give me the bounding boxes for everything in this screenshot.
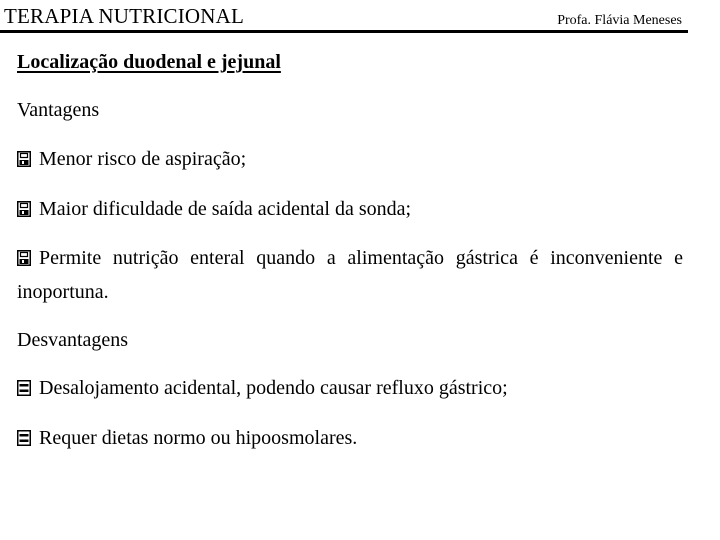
disadvantage-item-text: Requer dietas normo ou hipoosmolares. [39,427,358,449]
header-author: Profa. Flávia Meneses [557,13,682,28]
header-title: TERAPIA NUTRICIONAL [4,4,245,28]
equals-box-icon [17,380,31,396]
disadvantage-item-text: Desalojamento acidental, podendo causar refluxo gástrico; [39,377,508,399]
disadvantages-heading: Desvantagens [17,329,129,351]
floppy-disk-icon [17,201,31,217]
advantage-item [17,142,683,176]
header-rule [0,30,688,33]
disadvantage-item [17,421,683,455]
advantages-heading: Vantagens [17,99,100,121]
disadvantage-item [17,371,683,405]
advantage-item-text: Maior dificuldade de saída acidental da sonda; [39,198,412,220]
floppy-disk-icon [17,151,31,167]
floppy-disk-icon [17,250,31,266]
advantage-item-text: Permite nutrição enteral quando a alimentação gástrica é inconveniente e inoportuna. [17,247,683,303]
section-heading: Localização duodenal e jejunal [17,51,281,73]
advantage-item [17,192,683,226]
equals-box-icon [17,430,31,446]
advantage-item [17,241,683,309]
advantage-item-text: Menor risco de aspiração; [39,148,247,170]
